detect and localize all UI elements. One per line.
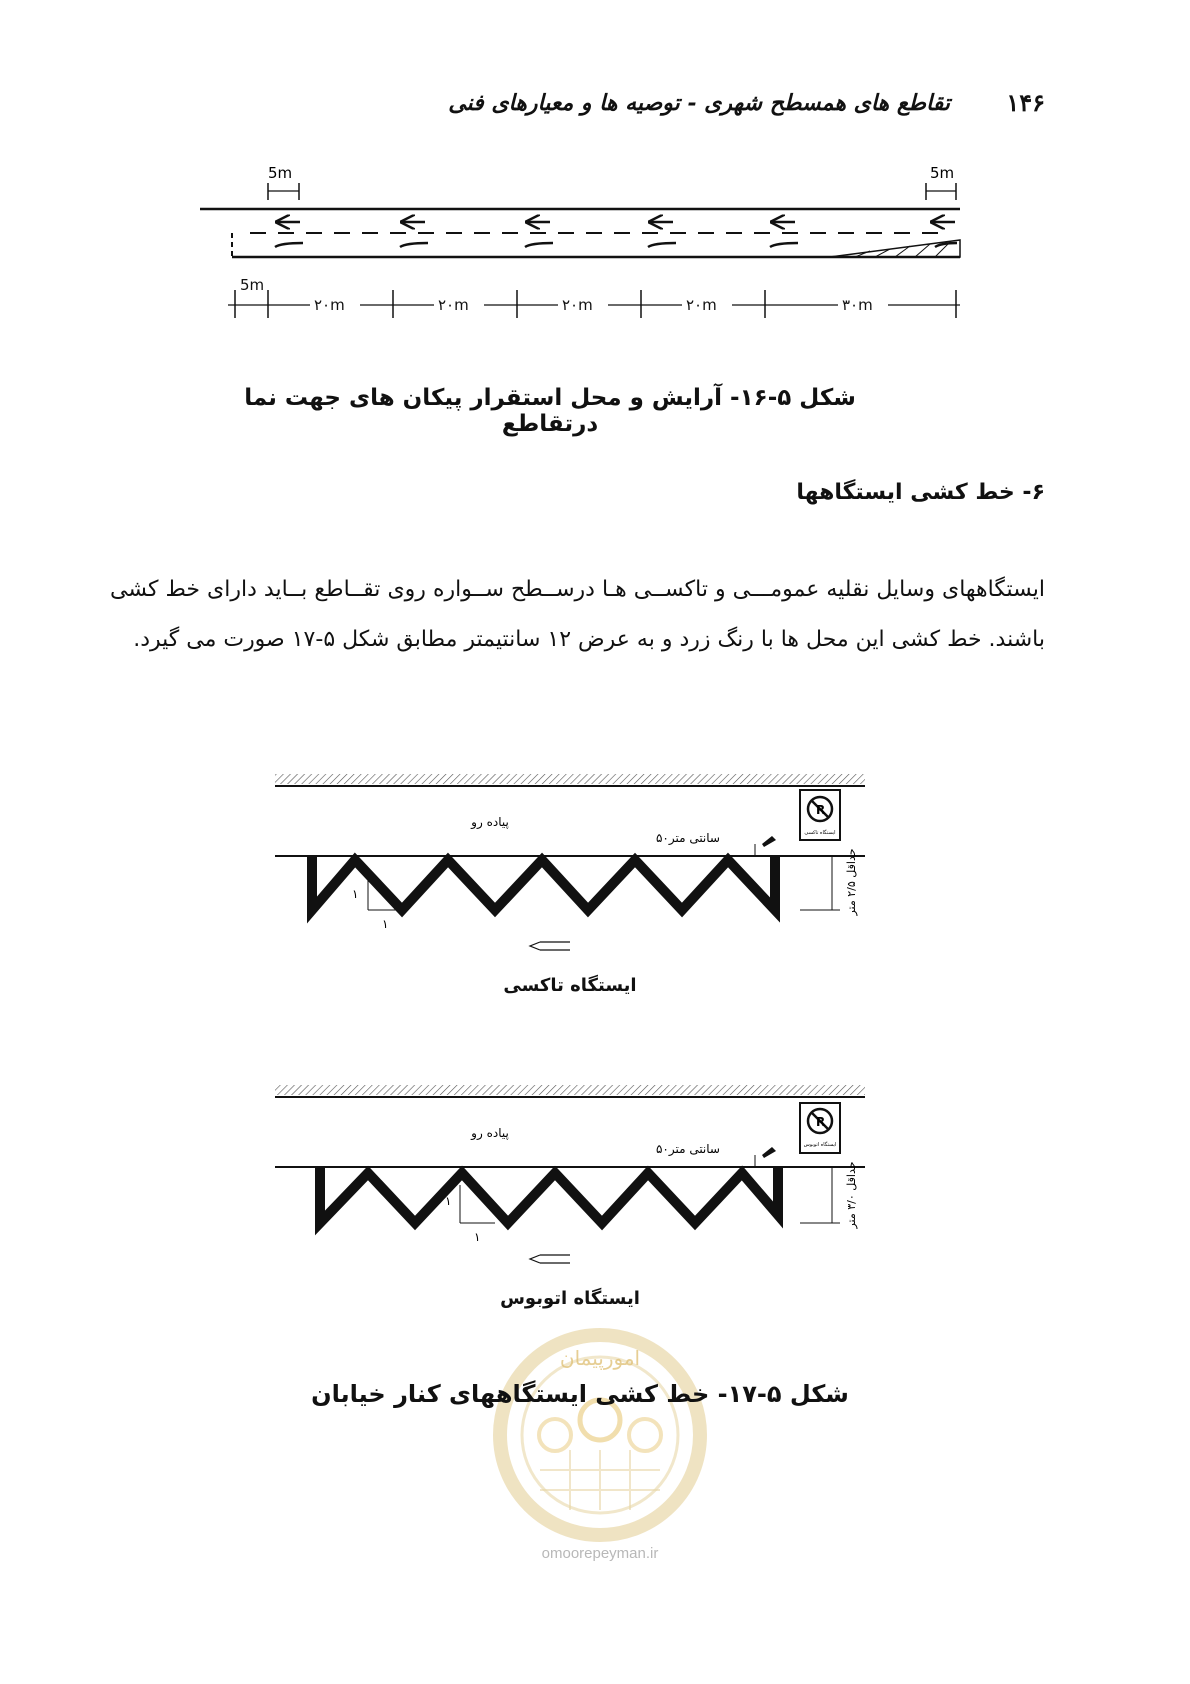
traffic-direction-arrow	[530, 942, 570, 950]
min-width-dim	[800, 848, 858, 916]
svg-text:۱: ۱	[474, 1230, 481, 1244]
svg-text:R: R	[816, 1115, 826, 1129]
running-header: تقاطع های همسطح شهری - توصیه ها و معیارهای فنی	[448, 90, 950, 116]
zigzag-marking	[312, 856, 775, 910]
svg-text:R: R	[816, 803, 826, 817]
dim-label-20m-1: ۲۰m	[314, 296, 345, 314]
watermark-logo	[490, 1320, 710, 1550]
zigzag-marking	[320, 1167, 778, 1223]
figure-arrow-layout	[0, 0, 1190, 360]
figure-caption-17: شکل ۵-۱۷- خط کشی ایستگاههای کنار خیابان	[311, 1380, 849, 1408]
section-heading: ۶- خط کشی ایستگاهها	[796, 480, 1045, 505]
dim-label-5m: 5m	[240, 276, 265, 294]
hatched-island	[830, 240, 960, 257]
svg-text:ایستگاه تاکسی: ایستگاه تاکسی	[804, 830, 836, 836]
dim-label-20m-2: ۲۰m	[438, 296, 469, 314]
dim-label-top-left: 5m	[268, 164, 293, 182]
figure-bus-station	[0, 1075, 1190, 1285]
caption-taxi-station: ایستگاه تاکسی	[503, 975, 637, 996]
building-hatch	[275, 774, 865, 784]
min-width-dim	[800, 1161, 858, 1229]
dim-label-20m-3: ۲۰m	[562, 296, 593, 314]
svg-text:۱: ۱	[445, 1194, 452, 1208]
line-width-label: ۵۰سانتی متر	[655, 1142, 720, 1156]
svg-text:حداقل ۳/۰ متر: حداقل ۳/۰ متر	[845, 1161, 858, 1229]
dim-top-right	[926, 164, 956, 200]
figure-caption-16: شکل ۵-۱۶- آرایش و محل استقرار پیکان های جهت نما درتقاطع	[244, 385, 856, 437]
dim-label-30m: ۳۰m	[842, 296, 873, 314]
direction-arrows-lower	[275, 243, 957, 247]
svg-text:۱: ۱	[382, 917, 389, 931]
no-parking-sign	[800, 1103, 840, 1153]
svg-text:حداقل ۲/۵ متر: حداقل ۲/۵ متر	[845, 848, 858, 916]
body-paragraph: ایستگاههای وسایل نقلیه عمومـــی و تاکســی هـا درســطح ســواره روی تقــاطع بــاید دارای خط کشی باشند. خط کشی این محل ها با رنگ زرد و به عرض ۱۲ سانتیمتر مطابق شکل ۵-۱۷ صورت می گیرد.	[110, 577, 1045, 652]
watermark-url: omoorepeyman.ir	[541, 1545, 659, 1562]
figure-taxi-station	[0, 760, 1190, 970]
no-parking-sign	[800, 790, 840, 840]
dim-label-top-right: 5m	[930, 164, 955, 182]
sidewalk-label: پیاده رو	[471, 1126, 509, 1140]
traffic-direction-arrow	[530, 1255, 570, 1263]
building-hatch	[275, 1085, 865, 1095]
line-width-label: ۵۰سانتی متر	[655, 831, 720, 845]
watermark-brand: امورپیمان	[559, 1346, 641, 1370]
pointer-mark	[762, 1147, 776, 1158]
pointer-mark	[762, 836, 776, 847]
dim-top-left	[268, 164, 299, 200]
caption-bus-station: ایستگاه اتوبوس	[500, 1288, 640, 1309]
dim-label-20m-4: ۲۰m	[686, 296, 717, 314]
page-number: ۱۴۶	[1006, 88, 1045, 117]
sidewalk-label: پیاده رو	[471, 815, 509, 829]
svg-text:ایستگاه اتوبوس: ایستگاه اتوبوس	[803, 1142, 837, 1148]
svg-text:۱: ۱	[352, 887, 359, 901]
